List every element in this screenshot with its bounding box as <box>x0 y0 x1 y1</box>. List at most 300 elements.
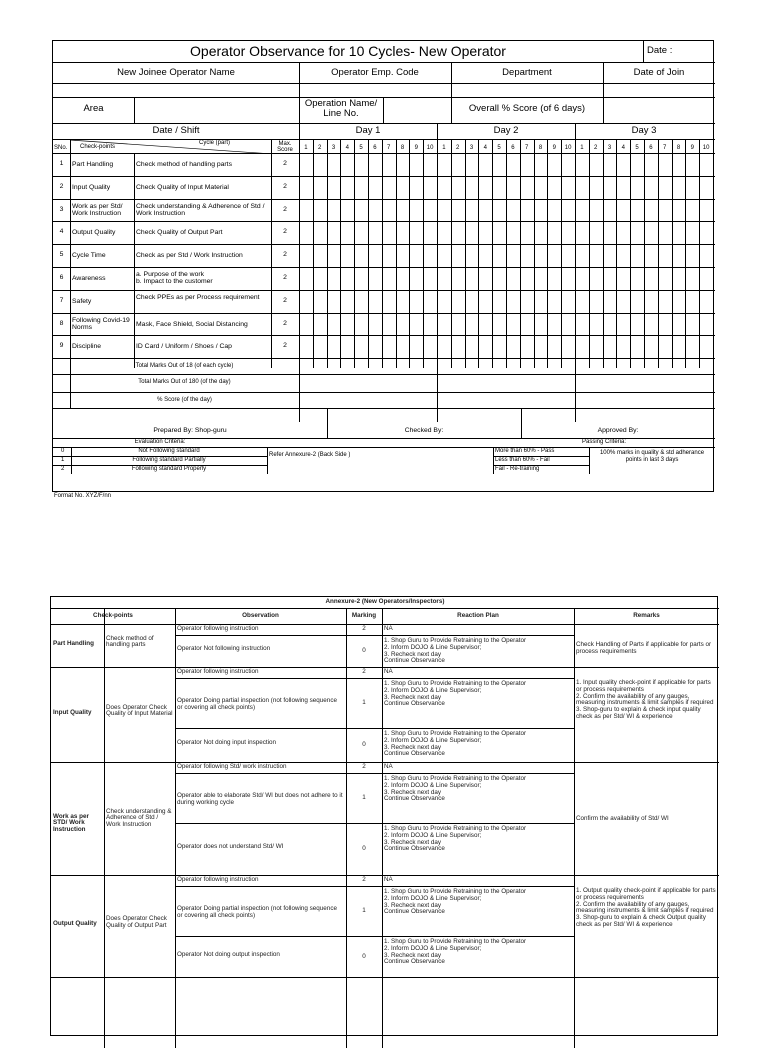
score-cell[interactable] <box>451 267 465 290</box>
score-cell[interactable] <box>409 176 423 199</box>
score-cell[interactable] <box>423 199 437 222</box>
score-cell[interactable] <box>354 176 368 199</box>
score-cell[interactable] <box>354 290 368 313</box>
score-cell[interactable] <box>478 267 492 290</box>
score-cell[interactable] <box>492 176 506 199</box>
score-cell[interactable] <box>409 221 423 244</box>
score-cell[interactable] <box>396 290 410 313</box>
score-cell[interactable] <box>506 199 520 222</box>
score-cell[interactable] <box>382 313 396 336</box>
score-cell[interactable] <box>534 244 548 267</box>
score-cell[interactable] <box>506 153 520 176</box>
score-cell[interactable] <box>368 290 382 313</box>
day-header: Day 3 <box>631 125 657 136</box>
evaluation-title: Evaluation Criteria: <box>134 439 186 446</box>
cycle-number: 10 <box>702 145 710 151</box>
score-cell[interactable] <box>534 153 548 176</box>
score-cell[interactable] <box>520 199 534 222</box>
score-cell[interactable] <box>575 176 589 199</box>
score-cell[interactable] <box>451 335 465 358</box>
score-cell[interactable] <box>313 335 327 358</box>
score-cell[interactable] <box>616 199 630 222</box>
score-cell[interactable] <box>327 221 341 244</box>
score-cell[interactable] <box>313 313 327 336</box>
score-cell[interactable] <box>603 335 617 358</box>
score-cell[interactable] <box>534 199 548 222</box>
score-cell[interactable] <box>396 153 410 176</box>
score-cell[interactable] <box>616 176 630 199</box>
score-cell[interactable] <box>672 313 686 336</box>
score-cell[interactable] <box>520 244 534 267</box>
score-cell[interactable] <box>520 290 534 313</box>
score-cell[interactable] <box>506 335 520 358</box>
score-cell[interactable] <box>423 335 437 358</box>
row-method: Check Quality of Output Part <box>136 229 223 237</box>
score-cell[interactable] <box>658 313 672 336</box>
score-cell[interactable] <box>354 313 368 336</box>
score-cell[interactable] <box>492 244 506 267</box>
score-cell[interactable] <box>340 221 354 244</box>
score-cell[interactable] <box>465 335 479 358</box>
score-cell[interactable] <box>478 290 492 313</box>
score-cell[interactable] <box>423 290 437 313</box>
score-cell[interactable] <box>382 176 396 199</box>
cycle-number: 10 <box>426 145 434 151</box>
score-cell[interactable] <box>368 153 382 176</box>
score-cell[interactable] <box>299 244 313 267</box>
score-cell[interactable] <box>465 313 479 336</box>
score-cell[interactable] <box>561 221 575 244</box>
score-cell[interactable] <box>672 335 686 358</box>
score-cell[interactable] <box>368 176 382 199</box>
score-cell[interactable] <box>644 244 658 267</box>
score-cell[interactable] <box>685 221 699 244</box>
criteria-code: 0 <box>61 448 65 455</box>
emp-code-field[interactable] <box>299 84 451 97</box>
score-cell[interactable] <box>547 290 561 313</box>
score-cell[interactable] <box>672 221 686 244</box>
score-cell[interactable] <box>561 290 575 313</box>
score-cell[interactable] <box>354 335 368 358</box>
operation-field[interactable] <box>384 98 451 123</box>
score-cell[interactable] <box>382 290 396 313</box>
score-cell[interactable] <box>630 290 644 313</box>
score-cell[interactable] <box>534 176 548 199</box>
score-cell[interactable] <box>506 313 520 336</box>
score-cell[interactable] <box>451 313 465 336</box>
score-cell[interactable] <box>368 313 382 336</box>
score-cell[interactable] <box>437 153 451 176</box>
score-cell[interactable] <box>423 244 437 267</box>
score-cell[interactable] <box>368 335 382 358</box>
score-cell[interactable] <box>685 290 699 313</box>
score-cell[interactable] <box>313 267 327 290</box>
score-cell[interactable] <box>465 176 479 199</box>
score-cell[interactable] <box>561 267 575 290</box>
score-cell[interactable] <box>547 244 561 267</box>
score-cell[interactable] <box>603 221 617 244</box>
score-cell[interactable] <box>327 176 341 199</box>
score-cell[interactable] <box>589 221 603 244</box>
score-cell[interactable] <box>589 335 603 358</box>
score-cell[interactable] <box>478 199 492 222</box>
score-cell[interactable] <box>699 176 713 199</box>
score-cell[interactable] <box>492 335 506 358</box>
score-cell[interactable] <box>478 221 492 244</box>
score-cell[interactable] <box>299 313 313 336</box>
score-cell[interactable] <box>589 176 603 199</box>
score-cell[interactable] <box>313 153 327 176</box>
score-cell[interactable] <box>672 176 686 199</box>
score-cell[interactable] <box>340 313 354 336</box>
marking-value: 0 <box>362 952 366 960</box>
score-cell[interactable] <box>603 244 617 267</box>
score-cell[interactable] <box>327 199 341 222</box>
score-cell[interactable] <box>644 176 658 199</box>
score-cell[interactable] <box>423 313 437 336</box>
score-cell[interactable] <box>423 267 437 290</box>
score-cell[interactable] <box>451 221 465 244</box>
score-cell[interactable] <box>575 335 589 358</box>
score-cell[interactable] <box>575 244 589 267</box>
score-cell[interactable] <box>492 221 506 244</box>
score-cell[interactable] <box>672 153 686 176</box>
score-cell[interactable] <box>368 221 382 244</box>
score-cell[interactable] <box>327 244 341 267</box>
row-max-score: 2 <box>283 342 287 350</box>
score-cell[interactable] <box>534 335 548 358</box>
score-cell[interactable] <box>561 244 575 267</box>
score-cell[interactable] <box>396 244 410 267</box>
score-cell[interactable] <box>630 199 644 222</box>
score-cell[interactable] <box>603 153 617 176</box>
cycle-number: 6 <box>649 145 653 151</box>
area-field[interactable] <box>135 98 299 123</box>
score-cell[interactable] <box>699 313 713 336</box>
score-cell[interactable] <box>423 153 437 176</box>
score-cell[interactable] <box>699 290 713 313</box>
score-cell[interactable] <box>685 244 699 267</box>
score-cell[interactable] <box>685 313 699 336</box>
score-cell[interactable] <box>354 244 368 267</box>
score-cell[interactable] <box>299 335 313 358</box>
score-cell[interactable] <box>354 267 368 290</box>
score-cell[interactable] <box>561 335 575 358</box>
score-cell[interactable] <box>299 267 313 290</box>
score-cell[interactable] <box>561 199 575 222</box>
score-cell[interactable] <box>603 267 617 290</box>
score-cell[interactable] <box>616 335 630 358</box>
score-cell[interactable] <box>396 267 410 290</box>
score-cell[interactable] <box>340 199 354 222</box>
score-cell[interactable] <box>589 199 603 222</box>
score-cell[interactable] <box>658 335 672 358</box>
score-cell[interactable] <box>589 290 603 313</box>
score-cell[interactable] <box>396 221 410 244</box>
score-cell[interactable] <box>340 290 354 313</box>
score-cell[interactable] <box>534 221 548 244</box>
score-cell[interactable] <box>382 267 396 290</box>
score-cell[interactable] <box>340 244 354 267</box>
score-cell[interactable] <box>685 199 699 222</box>
score-cell[interactable] <box>409 290 423 313</box>
score-cell[interactable] <box>492 290 506 313</box>
max-score-header <box>271 141 299 153</box>
score-cell[interactable] <box>685 176 699 199</box>
score-cell[interactable] <box>354 221 368 244</box>
score-cell[interactable] <box>699 153 713 176</box>
score-cell[interactable] <box>409 313 423 336</box>
score-cell[interactable] <box>616 244 630 267</box>
score-cell[interactable] <box>451 176 465 199</box>
score-cell[interactable] <box>465 221 479 244</box>
score-cell[interactable] <box>575 199 589 222</box>
score-cell[interactable] <box>465 199 479 222</box>
score-cell[interactable] <box>340 176 354 199</box>
score-cell[interactable] <box>313 176 327 199</box>
emp-code-header: Operator Emp. Code <box>331 67 419 78</box>
score-cell[interactable] <box>506 244 520 267</box>
score-cell[interactable] <box>589 153 603 176</box>
score-cell[interactable] <box>644 313 658 336</box>
row-checkpoint: Input Quality <box>72 183 111 191</box>
score-cell[interactable] <box>699 335 713 358</box>
date-of-join-field[interactable] <box>603 84 715 97</box>
score-cell[interactable] <box>672 290 686 313</box>
score-cell[interactable] <box>561 153 575 176</box>
score-cell[interactable] <box>630 335 644 358</box>
score-cell[interactable] <box>299 290 313 313</box>
score-cell[interactable] <box>575 313 589 336</box>
score-cell[interactable] <box>575 221 589 244</box>
score-cell[interactable] <box>396 199 410 222</box>
score-cell[interactable] <box>492 267 506 290</box>
score-cell[interactable] <box>520 221 534 244</box>
score-cell[interactable] <box>313 290 327 313</box>
score-cell[interactable] <box>699 221 713 244</box>
score-cell[interactable] <box>575 267 589 290</box>
score-cell[interactable] <box>465 290 479 313</box>
score-cell[interactable] <box>575 290 589 313</box>
score-cell[interactable] <box>575 153 589 176</box>
score-cell[interactable] <box>644 153 658 176</box>
score-cell[interactable] <box>534 290 548 313</box>
score-cell[interactable] <box>658 199 672 222</box>
score-cell[interactable] <box>382 199 396 222</box>
score-cell[interactable] <box>327 290 341 313</box>
score-cell[interactable] <box>616 153 630 176</box>
score-cell[interactable] <box>547 176 561 199</box>
score-cell[interactable] <box>644 221 658 244</box>
score-cell[interactable] <box>699 267 713 290</box>
score-cell[interactable] <box>547 199 561 222</box>
score-cell[interactable] <box>630 176 644 199</box>
cycle-number: 3 <box>469 145 474 151</box>
score-cell[interactable] <box>451 153 465 176</box>
score-cell[interactable] <box>492 153 506 176</box>
score-cell[interactable] <box>547 313 561 336</box>
score-cell[interactable] <box>382 335 396 358</box>
score-cell[interactable] <box>520 267 534 290</box>
score-cell[interactable] <box>451 290 465 313</box>
reaction-plan: 1. Shop Guru to Provide Retraining to the Operator 2. Inform DOJO & Line Supervisor; 3. Recheck next day Continue Observance <box>384 637 527 665</box>
score-cell[interactable] <box>313 199 327 222</box>
score-cell[interactable] <box>616 267 630 290</box>
score-cell[interactable] <box>589 313 603 336</box>
score-cell[interactable] <box>327 313 341 336</box>
score-cell[interactable] <box>354 153 368 176</box>
score-cell[interactable] <box>382 244 396 267</box>
score-cell[interactable] <box>396 176 410 199</box>
score-cell[interactable] <box>437 335 451 358</box>
score-cell[interactable] <box>630 313 644 336</box>
score-cell[interactable] <box>630 221 644 244</box>
score-cell[interactable] <box>313 221 327 244</box>
score-cell[interactable] <box>465 267 479 290</box>
score-cell[interactable] <box>327 153 341 176</box>
score-cell[interactable] <box>520 176 534 199</box>
score-cell[interactable] <box>478 153 492 176</box>
score-cell[interactable] <box>603 313 617 336</box>
score-cell[interactable] <box>685 267 699 290</box>
score-cell[interactable] <box>685 335 699 358</box>
score-cell[interactable] <box>478 244 492 267</box>
score-cell[interactable] <box>299 199 313 222</box>
score-cell[interactable] <box>354 199 368 222</box>
score-cell[interactable] <box>630 153 644 176</box>
score-cell[interactable] <box>368 267 382 290</box>
score-cell[interactable] <box>616 221 630 244</box>
score-cell[interactable] <box>396 313 410 336</box>
cycle-number: 1 <box>442 145 446 151</box>
score-cell[interactable] <box>644 335 658 358</box>
score-cell[interactable] <box>672 199 686 222</box>
score-cell[interactable] <box>520 153 534 176</box>
marking-value: 0 <box>362 845 366 852</box>
score-cell[interactable] <box>492 199 506 222</box>
cycle-number: 5 <box>497 145 501 151</box>
score-cell[interactable] <box>603 290 617 313</box>
score-cell[interactable] <box>603 199 617 222</box>
score-cell[interactable] <box>658 267 672 290</box>
score-cell[interactable] <box>409 199 423 222</box>
score-cell[interactable] <box>299 176 313 199</box>
score-cell[interactable] <box>437 244 451 267</box>
score-cell[interactable] <box>506 267 520 290</box>
score-cell[interactable] <box>616 313 630 336</box>
score-cell[interactable] <box>534 313 548 336</box>
score-cell[interactable] <box>644 290 658 313</box>
score-cell[interactable] <box>547 267 561 290</box>
score-cell[interactable] <box>478 313 492 336</box>
score-cell[interactable] <box>561 176 575 199</box>
score-cell[interactable] <box>644 199 658 222</box>
score-cell[interactable] <box>437 221 451 244</box>
row-checkpoint: Work as per Std/ Work Instruction <box>72 202 123 217</box>
score-cell[interactable] <box>547 153 561 176</box>
score-cell[interactable] <box>699 199 713 222</box>
score-cell[interactable] <box>534 267 548 290</box>
row-method: a. Purpose of the work b. Impact to the customer <box>136 271 213 286</box>
score-cell[interactable] <box>603 176 617 199</box>
score-cell[interactable] <box>478 335 492 358</box>
score-cell[interactable] <box>658 221 672 244</box>
score-cell[interactable] <box>478 176 492 199</box>
operation-label <box>299 99 383 118</box>
score-cell[interactable] <box>382 153 396 176</box>
score-cell[interactable] <box>423 221 437 244</box>
overall-score-field[interactable] <box>604 98 715 123</box>
score-cell[interactable] <box>699 244 713 267</box>
score-cell[interactable] <box>506 221 520 244</box>
name-field[interactable] <box>53 84 299 97</box>
score-cell[interactable] <box>589 267 603 290</box>
score-cell[interactable] <box>547 221 561 244</box>
score-cell[interactable] <box>465 153 479 176</box>
score-cell[interactable] <box>644 267 658 290</box>
score-cell[interactable] <box>437 290 451 313</box>
score-cell[interactable] <box>409 244 423 267</box>
score-cell[interactable] <box>299 153 313 176</box>
score-cell[interactable] <box>327 267 341 290</box>
score-cell[interactable] <box>465 244 479 267</box>
score-cell[interactable] <box>299 221 313 244</box>
row-checkpoint: Awareness <box>72 275 106 282</box>
score-cell[interactable] <box>658 290 672 313</box>
score-cell[interactable] <box>327 335 341 358</box>
score-cell[interactable] <box>451 199 465 222</box>
score-cell[interactable] <box>589 244 603 267</box>
score-cell[interactable] <box>658 176 672 199</box>
score-cell[interactable] <box>506 176 520 199</box>
score-cell[interactable] <box>340 267 354 290</box>
department-field[interactable] <box>451 84 603 97</box>
score-cell[interactable] <box>672 244 686 267</box>
score-cell[interactable] <box>451 244 465 267</box>
score-cell[interactable] <box>630 267 644 290</box>
score-cell[interactable] <box>313 244 327 267</box>
score-cell[interactable] <box>368 199 382 222</box>
score-cell[interactable] <box>396 335 410 358</box>
score-cell[interactable] <box>672 267 686 290</box>
score-cell[interactable] <box>561 313 575 336</box>
score-cell[interactable] <box>340 335 354 358</box>
score-cell[interactable] <box>616 290 630 313</box>
score-cell[interactable] <box>492 313 506 336</box>
score-cell[interactable] <box>506 290 520 313</box>
score-cell[interactable] <box>630 244 644 267</box>
score-cell[interactable] <box>409 267 423 290</box>
score-cell[interactable] <box>658 244 672 267</box>
score-cell[interactable] <box>437 176 451 199</box>
score-cell[interactable] <box>658 153 672 176</box>
score-cell[interactable] <box>547 335 561 358</box>
score-cell[interactable] <box>423 176 437 199</box>
score-cell[interactable] <box>437 267 451 290</box>
sno-header: SNo. <box>54 145 68 151</box>
score-cell[interactable] <box>409 335 423 358</box>
score-cell[interactable] <box>437 199 451 222</box>
score-cell[interactable] <box>382 221 396 244</box>
score-cell[interactable] <box>340 153 354 176</box>
score-cell[interactable] <box>520 313 534 336</box>
score-cell[interactable] <box>368 244 382 267</box>
score-cell[interactable] <box>437 313 451 336</box>
score-cell[interactable] <box>520 335 534 358</box>
score-cell[interactable] <box>409 153 423 176</box>
score-cell[interactable] <box>685 153 699 176</box>
overall-score-label: Overall % Score (of 6 days) <box>468 103 586 114</box>
